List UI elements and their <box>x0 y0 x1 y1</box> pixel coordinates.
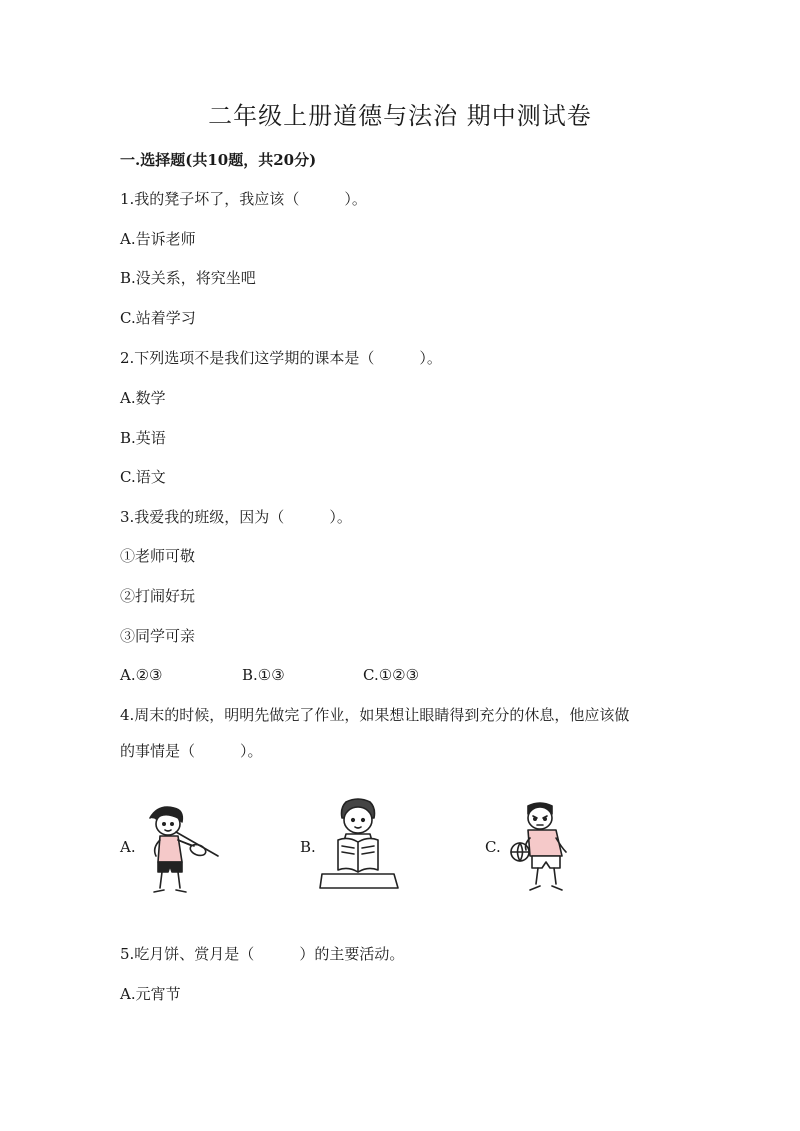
question-1-option-b: B.没关系，将究坐吧 <box>120 269 256 287</box>
question-3-option-c: C.①②③ <box>363 666 420 684</box>
basketball-boy-illustration <box>506 798 576 898</box>
question-1-option-a: A.告诉老师 <box>120 230 196 248</box>
question-1-option-c: C.站着学习 <box>120 309 196 327</box>
question-4-option-c-label: C. <box>485 838 501 856</box>
question-4-option-a-label: A. <box>120 838 136 856</box>
question-2-option-c: C.语文 <box>120 468 166 486</box>
question-4-stem-line1: 4.周末的时候，明明先做完了作业，如果想让眼睛得到充分的休息，他应该做 <box>120 706 630 724</box>
question-4-option-b-label: B. <box>300 838 316 856</box>
question-5-option-a: A.元宵节 <box>120 985 181 1003</box>
page-title: 二年级上册道德与法治 期中测试卷 <box>208 102 592 130</box>
question-1-stem: 1.我的凳子坏了，我应该（ ）。 <box>120 190 367 208</box>
section-heading: 一.选择题(共10题，共20分) <box>120 151 317 169</box>
question-3-item-3: ③同学可亲 <box>120 627 196 645</box>
question-2-option-a: A.数学 <box>120 389 166 407</box>
question-5-stem: 5.吃月饼、赏月是（ ）的主要活动。 <box>120 945 405 963</box>
reading-boy-illustration <box>318 796 400 892</box>
violin-boy-illustration <box>138 800 226 900</box>
question-3-item-2: ②打闹好玩 <box>120 587 196 605</box>
question-3-item-1: ①老师可敬 <box>120 547 196 565</box>
question-4-stem-line2: 的事情是（ ）。 <box>120 742 263 760</box>
question-3-option-a: A.②③ <box>120 666 163 684</box>
question-2-option-b: B.英语 <box>120 429 166 447</box>
question-3-stem: 3.我爱我的班级，因为（ ）。 <box>120 508 352 526</box>
question-2-stem: 2.下列选项不是我们这学期的课本是（ ）。 <box>120 349 442 367</box>
question-3-option-b: B.①③ <box>242 666 285 684</box>
